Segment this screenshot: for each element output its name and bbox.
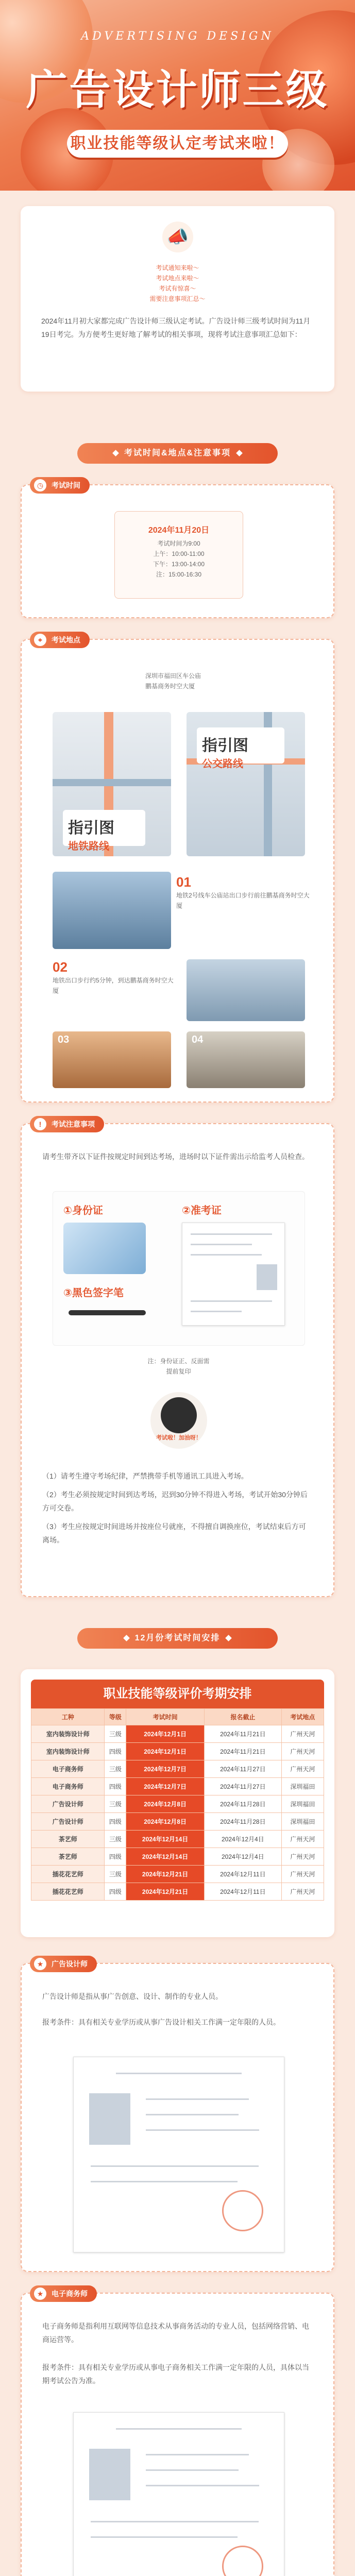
address-line: 鹏基商务时空大厦 bbox=[145, 683, 195, 690]
intro-paragraph: 2024年11月初大家都完成广告设计师三级认定考试。广告设计师三级考试时间为11月19日考完。为方便考生更好地了解考试的相关事项，现将考试注意事项汇总如下： bbox=[41, 317, 311, 338]
schedule-row bbox=[31, 1883, 324, 1901]
step-text: 地铁2号线车公庙站出口步行前往鹏基商务时空大厦 bbox=[176, 892, 310, 909]
hero-title: 广告设计师三级 bbox=[26, 67, 329, 113]
exam-time-line: 上午：10:00-11:00 bbox=[153, 550, 205, 557]
schedule-cell: 三级 bbox=[105, 1831, 126, 1848]
location-icon: ⌖ bbox=[34, 634, 46, 646]
address-line: 深圳市福田区车公庙 bbox=[145, 672, 201, 680]
exam-time-line: 下午：13:00-14:00 bbox=[153, 561, 205, 568]
exam-time-card bbox=[21, 481, 334, 618]
section-title-schedule bbox=[77, 1628, 278, 1649]
cert-card bbox=[21, 2290, 334, 2576]
cert-paragraph: 报考条件：具有相关专业学历或从事电子商务相关工作满一定年限的人员，具体以当期考试公告为准。 bbox=[42, 2363, 309, 2385]
hero-banner bbox=[0, 0, 355, 191]
bus-label: 指引图 bbox=[202, 737, 248, 754]
schedule-cell: 广州天河 bbox=[281, 1848, 324, 1866]
cert-paragraph: 广告设计师是指从事广告创意、设计、制作的专业人员。 bbox=[42, 1992, 223, 2001]
schedule-cell: 2024年12月14日 bbox=[126, 1831, 204, 1848]
intro-bullet: 考试有惊喜～ bbox=[159, 285, 196, 292]
schedule-card bbox=[21, 1669, 334, 1937]
diamond-icon bbox=[236, 450, 243, 456]
schedule-cell: 2024年11月21日 bbox=[204, 1743, 281, 1760]
pen-icon bbox=[69, 1310, 146, 1315]
exam-time-line: 考试时间为9:00 bbox=[157, 540, 200, 547]
hero-english: ADVERTISING DESIGN bbox=[81, 30, 274, 43]
tag-exam-time bbox=[30, 477, 90, 494]
exam-time-line: 注：15:00-16:30 bbox=[156, 571, 202, 578]
schedule-cell: 2024年12月14日 bbox=[126, 1848, 204, 1866]
bus-sub: 公交路线 bbox=[202, 758, 243, 770]
schedule-cell: 2024年12月11日 bbox=[204, 1883, 281, 1901]
schedule-cell: 深圳福田 bbox=[281, 1813, 324, 1831]
tag-exam-notice bbox=[30, 1116, 104, 1132]
diamond-icon bbox=[226, 1635, 232, 1641]
schedule-cell: 茶艺师 bbox=[31, 1831, 105, 1848]
exam-date: 2024年11月20日 bbox=[148, 526, 210, 535]
schedule-cell: 深圳福田 bbox=[281, 1795, 324, 1813]
schedule-cell: 插花花艺师 bbox=[31, 1883, 105, 1901]
schedule-cell: 2024年11月27日 bbox=[204, 1760, 281, 1778]
schedule-header-cell: 等级 bbox=[105, 1709, 126, 1725]
schedule-row bbox=[31, 1866, 324, 1883]
notice-caption: 提前复印 bbox=[166, 1368, 191, 1375]
cert-paragraph: 电子商务师是指利用互联网等信息技术从事商务活动的专业人员，包括网络营销、电商运营等。 bbox=[42, 2322, 309, 2344]
tag-label: 考试时间 bbox=[52, 481, 80, 489]
notice-paragraph: 请考生带齐以下证件按规定时间到达考场，进场时以下证件需出示给监考人员检查。 bbox=[42, 1153, 309, 1161]
diamond-icon bbox=[112, 450, 119, 456]
schedule-cell: 2024年12月1日 bbox=[126, 1743, 204, 1760]
mascot-image bbox=[150, 1392, 207, 1449]
schedule-cell: 插花花艺师 bbox=[31, 1866, 105, 1883]
schedule-cell: 广州天河 bbox=[281, 1831, 324, 1848]
schedule-row bbox=[31, 1848, 324, 1866]
badge-icon: ★ bbox=[34, 2287, 46, 2300]
exam-place-card bbox=[21, 636, 334, 1103]
tag-label: 电子商务师 bbox=[52, 2290, 88, 2298]
notice-rule: （1）请考生遵守考场纪律，严禁携带手机等通讯工具进入考场。 bbox=[42, 1472, 248, 1480]
schedule-cell: 四级 bbox=[105, 1743, 126, 1760]
schedule-header-cell: 工种 bbox=[31, 1709, 105, 1725]
alert-icon: ! bbox=[34, 1118, 46, 1130]
schedule-cell: 广州天河 bbox=[281, 1883, 324, 1901]
intro-bullet: 需要注意事项汇总～ bbox=[149, 295, 206, 302]
schedule-cell: 四级 bbox=[105, 1813, 126, 1831]
item-number: ② bbox=[182, 1205, 191, 1216]
step-photo bbox=[187, 959, 305, 1021]
clock-icon: ◷ bbox=[34, 479, 46, 492]
subway-sub: 地铁路线 bbox=[68, 841, 109, 852]
schedule-row bbox=[31, 1813, 324, 1831]
schedule-row bbox=[31, 1831, 324, 1848]
schedule-cell: 三级 bbox=[105, 1760, 126, 1778]
step-number: 01 bbox=[176, 874, 191, 890]
schedule-cell: 深圳福田 bbox=[281, 1778, 324, 1795]
bus-map-image bbox=[187, 712, 305, 856]
schedule-cell: 2024年12月11日 bbox=[204, 1866, 281, 1883]
schedule-cell: 室内装饰设计师 bbox=[31, 1743, 105, 1760]
schedule-cell: 四级 bbox=[105, 1778, 126, 1795]
schedule-row bbox=[31, 1795, 324, 1813]
schedule-cell: 广告设计师 bbox=[31, 1795, 105, 1813]
schedule-cell: 电子商务师 bbox=[31, 1760, 105, 1778]
badge-icon: ★ bbox=[34, 1958, 46, 1970]
step-photo bbox=[187, 1031, 305, 1088]
schedule-cell: 2024年12月21日 bbox=[126, 1883, 204, 1901]
certificate-image bbox=[73, 2057, 284, 2252]
notice-rule: （3）考生应按规定时间进场并按座位号就座，不得擅自调换座位，考试结束后方可离场。 bbox=[42, 1522, 306, 1544]
schedule-cell: 四级 bbox=[105, 1848, 126, 1866]
cert-paragraph: 报考条件：具有相关专业学历或从事广告设计相关工作满一定年限的人员。 bbox=[42, 2018, 280, 2026]
item-label: 黑色签字笔 bbox=[72, 1287, 124, 1299]
tag-cert bbox=[30, 1956, 97, 1972]
schedule-header-cell: 考试时间 bbox=[126, 1709, 204, 1725]
schedule-row bbox=[31, 1778, 324, 1795]
schedule-cell: 2024年12月1日 bbox=[126, 1725, 204, 1743]
tag-label: 考试注意事项 bbox=[52, 1120, 95, 1128]
tag-exam-place bbox=[30, 632, 90, 648]
schedule-cell: 2024年11月27日 bbox=[204, 1778, 281, 1795]
intro-bullet: 考试通知来啦～ bbox=[156, 264, 199, 272]
schedule-cell: 广告设计师 bbox=[31, 1813, 105, 1831]
cert-card bbox=[21, 1960, 334, 2272]
schedule-cell: 电子商务师 bbox=[31, 1778, 105, 1795]
step-number: 04 bbox=[192, 1034, 204, 1045]
step-text: 地铁出口步行约5分钟，到达鹏基商务时空大厦 bbox=[53, 977, 174, 994]
schedule-cell: 2024年12月8日 bbox=[126, 1813, 204, 1831]
schedule-cell: 三级 bbox=[105, 1795, 126, 1813]
schedule-cell: 2024年12月21日 bbox=[126, 1866, 204, 1883]
schedule-cell: 广州天河 bbox=[281, 1725, 324, 1743]
schedule-header-cell: 考试地点 bbox=[281, 1709, 324, 1725]
notice-rule: （2）考生必须按规定时间到达考场，迟到30分钟不得进入考场，考试开始30分钟后方可交卷。 bbox=[42, 1490, 308, 1512]
schedule-cell: 广州天河 bbox=[281, 1760, 324, 1778]
schedule-title: 职业技能等级评价考期安排 bbox=[31, 1680, 324, 1708]
schedule-cell: 广州天河 bbox=[281, 1743, 324, 1760]
schedule-table bbox=[31, 1708, 324, 1901]
hero-subtitle: 职业技能等级认定考试来啦！ bbox=[67, 130, 288, 158]
schedule-cell: 2024年12月4日 bbox=[204, 1831, 281, 1848]
schedule-cell: 2024年12月7日 bbox=[126, 1778, 204, 1795]
schedule-cell: 2024年12月8日 bbox=[126, 1795, 204, 1813]
diamond-icon bbox=[123, 1635, 130, 1641]
schedule-cell: 广州天河 bbox=[281, 1866, 324, 1883]
tag-label: 考试地点 bbox=[52, 636, 80, 644]
id-card-image bbox=[63, 1223, 146, 1274]
section-title-text: 12月份考试时间安排 bbox=[134, 1634, 221, 1642]
schedule-cell: 2024年12月4日 bbox=[204, 1848, 281, 1866]
exam-notice-card bbox=[21, 1120, 334, 1597]
notice-caption: 注：身份证正、反面需 bbox=[147, 1358, 210, 1365]
schedule-cell: 四级 bbox=[105, 1883, 126, 1901]
item-label: 身份证 bbox=[72, 1205, 103, 1216]
step-number: 03 bbox=[58, 1034, 70, 1045]
schedule-cell: 茶艺师 bbox=[31, 1848, 105, 1866]
step-number: 02 bbox=[53, 959, 67, 975]
item-number: ③ bbox=[63, 1287, 72, 1299]
schedule-row bbox=[31, 1725, 324, 1743]
step-photo bbox=[53, 1031, 171, 1088]
item-number: ① bbox=[63, 1205, 72, 1216]
admission-ticket-image bbox=[182, 1223, 285, 1326]
intro-card bbox=[21, 206, 334, 392]
exam-time-box bbox=[114, 511, 243, 599]
schedule-header-cell: 报名截止 bbox=[204, 1709, 281, 1725]
schedule-cell: 三级 bbox=[105, 1725, 126, 1743]
subway-map-image bbox=[53, 712, 171, 856]
section-title-exam bbox=[77, 443, 278, 464]
step-photo bbox=[53, 872, 171, 949]
item-label: 准考证 bbox=[190, 1205, 222, 1216]
tag-label: 广告设计师 bbox=[52, 1960, 88, 1968]
certificate-image bbox=[73, 2412, 284, 2576]
subway-label: 指引图 bbox=[68, 820, 114, 837]
mascot-text: 考试啦！加油呀！ bbox=[156, 1435, 201, 1441]
section-title-text: 考试时间&地点&注意事项 bbox=[124, 449, 231, 457]
schedule-cell: 2024年12月7日 bbox=[126, 1760, 204, 1778]
intro-bullet: 考试地点来啦～ bbox=[156, 275, 199, 282]
schedule-cell: 2024年11月21日 bbox=[204, 1725, 281, 1743]
schedule-cell: 2024年11月28日 bbox=[204, 1813, 281, 1831]
schedule-cell: 2024年11月28日 bbox=[204, 1795, 281, 1813]
id-items-panel bbox=[53, 1191, 305, 1346]
schedule-cell: 室内装饰设计师 bbox=[31, 1725, 105, 1743]
schedule-row bbox=[31, 1743, 324, 1760]
tag-cert bbox=[30, 2285, 97, 2302]
schedule-row bbox=[31, 1760, 324, 1778]
megaphone-icon: 📣 bbox=[162, 222, 193, 252]
schedule-cell: 三级 bbox=[105, 1866, 126, 1883]
